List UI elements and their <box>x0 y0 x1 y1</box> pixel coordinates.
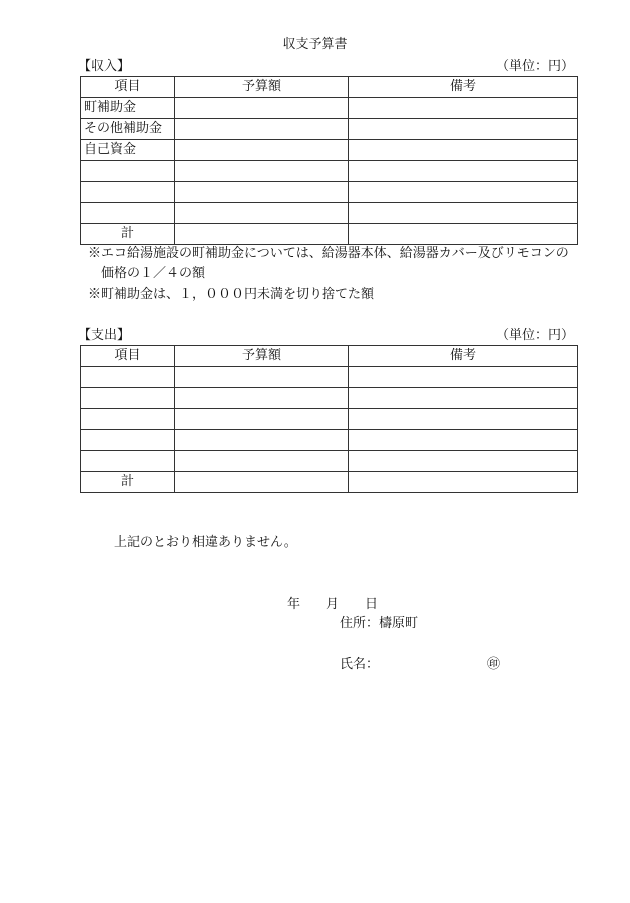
remarks-cell[interactable] <box>349 451 578 472</box>
remarks-cell[interactable] <box>349 409 578 430</box>
item-cell[interactable] <box>81 367 175 388</box>
remarks-cell[interactable] <box>349 161 578 182</box>
table-row <box>81 203 578 224</box>
amount-cell[interactable] <box>175 388 349 409</box>
column-header-amount: 予算額 <box>175 77 349 98</box>
item-cell[interactable] <box>81 203 175 224</box>
column-header-item: 項目 <box>81 346 175 367</box>
item-cell[interactable] <box>81 409 175 430</box>
expense-unit-label: （単位：円） <box>495 328 574 343</box>
item-cell[interactable]: その他補助金 <box>81 119 175 140</box>
table-row <box>81 119 578 140</box>
table-row <box>81 409 578 430</box>
remarks-cell[interactable] <box>349 119 578 140</box>
column-header-amount: 予算額 <box>175 346 349 367</box>
total-amount-cell[interactable] <box>175 472 349 493</box>
remarks-cell[interactable] <box>349 140 578 161</box>
table-row <box>81 367 578 388</box>
item-cell[interactable] <box>81 161 175 182</box>
total-remarks-cell[interactable] <box>349 224 578 245</box>
income-unit-label: （単位：円） <box>495 59 574 74</box>
column-header-remarks: 備考 <box>349 346 578 367</box>
remarks-cell[interactable] <box>349 203 578 224</box>
table-total-row <box>81 472 578 493</box>
table-row <box>81 388 578 409</box>
seal-mark: ㊞ <box>487 657 501 672</box>
amount-cell[interactable] <box>175 119 349 140</box>
amount-cell[interactable] <box>175 367 349 388</box>
item-cell[interactable] <box>81 430 175 451</box>
amount-cell[interactable] <box>175 409 349 430</box>
item-cell[interactable] <box>81 182 175 203</box>
table-row <box>81 451 578 472</box>
table-row <box>81 161 578 182</box>
remarks-cell[interactable] <box>349 388 578 409</box>
note-line: ※町補助金は、１，０００円未満を切り捨てた額 <box>88 287 375 302</box>
table-header-row <box>81 346 578 367</box>
name-line: 氏名： <box>340 657 380 672</box>
date-line: 年 月 日 <box>287 597 379 612</box>
table-row <box>81 98 578 119</box>
remarks-cell[interactable] <box>349 430 578 451</box>
address-line: 住所：檮原町 <box>340 616 419 631</box>
total-label: 計 <box>81 472 175 493</box>
column-header-item: 項目 <box>81 77 175 98</box>
expense-table <box>80 345 578 493</box>
expense-heading: 【支出】 <box>78 328 131 343</box>
amount-cell[interactable] <box>175 161 349 182</box>
amount-cell[interactable] <box>175 203 349 224</box>
note-line: ※エコ給湯施設の町補助金については、給湯器本体、給湯器カバー及びリモコンの <box>88 246 569 261</box>
remarks-cell[interactable] <box>349 367 578 388</box>
table-total-row <box>81 224 578 245</box>
column-header-remarks: 備考 <box>349 77 578 98</box>
item-cell[interactable]: 町補助金 <box>81 98 175 119</box>
amount-cell[interactable] <box>175 98 349 119</box>
remarks-cell[interactable] <box>349 182 578 203</box>
document-title: 収支予算書 <box>282 37 348 52</box>
table-row <box>81 140 578 161</box>
note-line: 価格の１／４の額 <box>88 266 206 281</box>
income-table <box>80 76 578 245</box>
remarks-cell[interactable] <box>349 98 578 119</box>
amount-cell[interactable] <box>175 451 349 472</box>
amount-cell[interactable] <box>175 430 349 451</box>
total-amount-cell[interactable] <box>175 224 349 245</box>
declaration-text: 上記のとおり相違ありません。 <box>114 535 297 550</box>
item-cell[interactable]: 自己資金 <box>81 140 175 161</box>
amount-cell[interactable] <box>175 140 349 161</box>
income-heading: 【収入】 <box>78 59 131 74</box>
table-row <box>81 182 578 203</box>
total-label: 計 <box>81 224 175 245</box>
table-row <box>81 430 578 451</box>
total-remarks-cell[interactable] <box>349 472 578 493</box>
item-cell[interactable] <box>81 388 175 409</box>
item-cell[interactable] <box>81 451 175 472</box>
table-header-row <box>81 77 578 98</box>
amount-cell[interactable] <box>175 182 349 203</box>
